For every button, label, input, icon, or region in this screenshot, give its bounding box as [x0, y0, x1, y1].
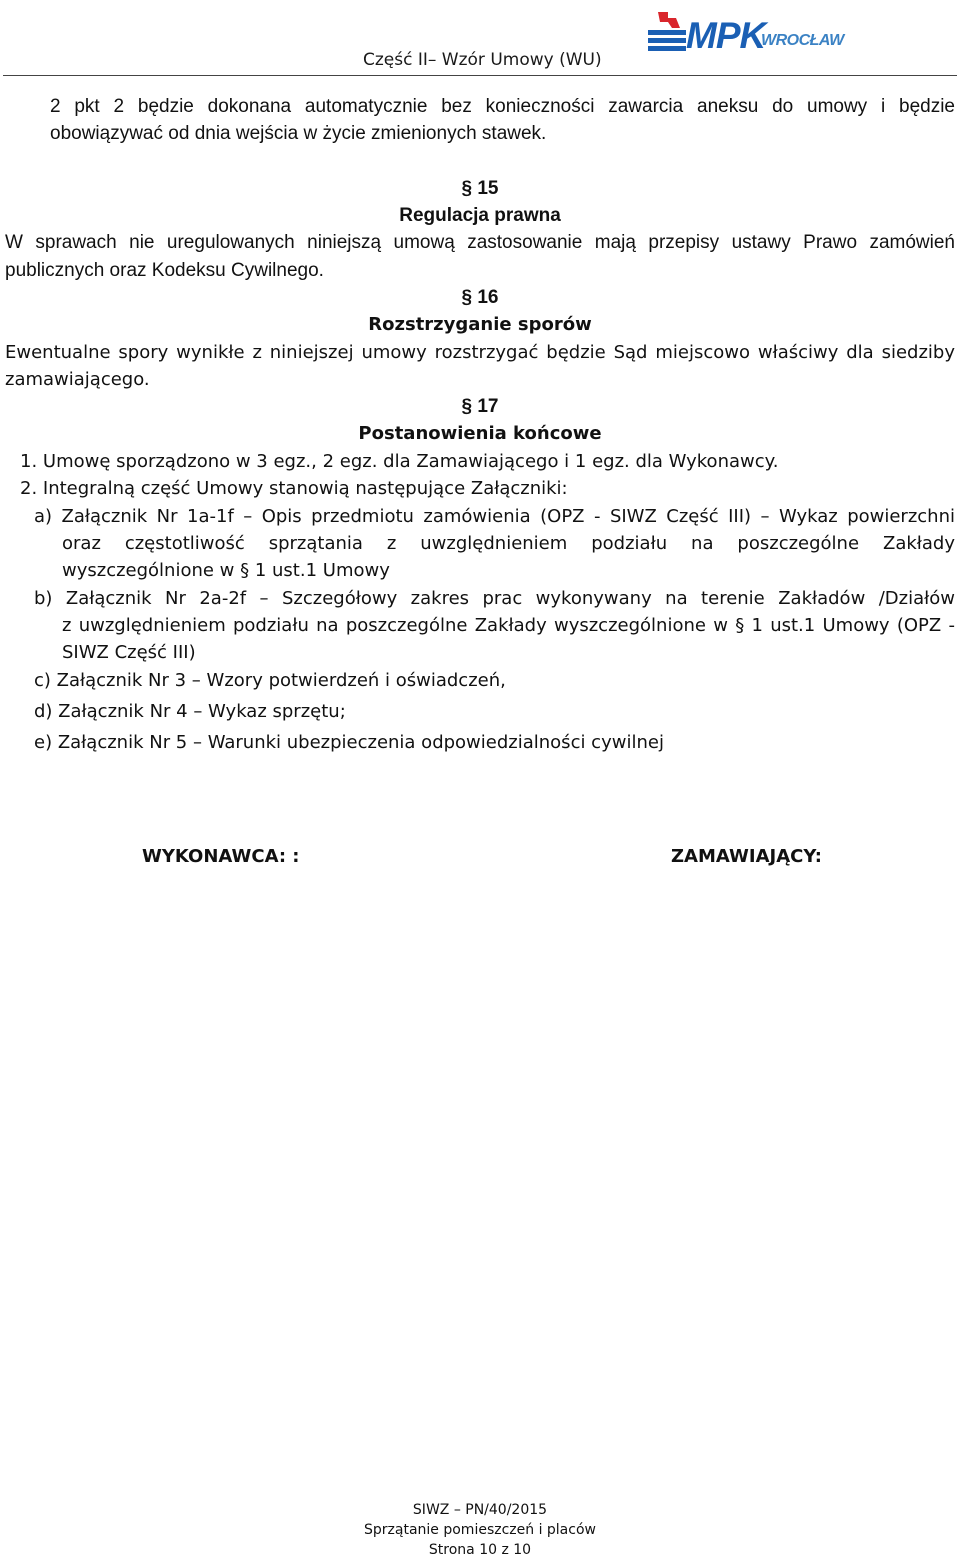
- attachment-b-line-2: z uwzględnieniem podziału na poszczególne Zakłady wyszczególnione w § 1 ust.1 Umowy (OPZ -: [62, 615, 955, 636]
- signature-contractor: WYKONAWCA: :: [142, 846, 300, 867]
- logo-text: MPK: [686, 15, 766, 56]
- page-number: Strona 10 z 10: [428, 1542, 532, 1558]
- attachment-e: e) Załącznik Nr 5 – Warunki ubezpieczenia odpowiedzialności cywilnej: [34, 732, 664, 753]
- section-17-number: § 17: [461, 396, 499, 417]
- section-15-line-2: publicznych oraz Kodeksu Cywilnego.: [5, 260, 324, 281]
- header-title: Część II– Wzór Umowy (WU): [363, 50, 602, 70]
- signature-client: ZAMAWIAJĄCY:: [671, 846, 823, 867]
- section-17-item-1: 1. Umowę sporządzono w 3 egz., 2 egz. dla Zamawiającego i 1 egz. dla Wykonawcy.: [20, 451, 779, 472]
- attachment-a-line-3: wyszczególnione w § 1 ust.1 Umowy: [62, 560, 390, 581]
- attachment-a-line-1: a) Załącznik Nr 1a-1f – Opis przedmiotu zamówienia (OPZ - SIWZ Część III) – Wykaz powierzchni: [34, 506, 955, 527]
- footer-line-2: Sprzątanie pomieszczeń i placów: [364, 1522, 596, 1538]
- section-15-number: § 15: [461, 178, 499, 199]
- attachment-a-line-2: oraz częstotliwość sprzątania z uwzględnieniem podziału na poszczególne Zakłady: [62, 533, 955, 554]
- footer-line-1: SIWZ – PN/40/2015: [412, 1502, 548, 1518]
- mpk-wroclaw-logo: [646, 8, 844, 58]
- attachment-c: c) Załącznik Nr 3 – Wzory potwierdzeń i oświadczeń,: [34, 670, 506, 691]
- section-16-line-1: Ewentualne spory wynikłe z niniejszej umowy rozstrzygać będzie Sąd miejscowo właściwy dla siedziby: [5, 342, 955, 363]
- section-15-heading: Regulacja prawna: [399, 205, 561, 226]
- attachment-b-line-1: b) Załącznik Nr 2a-2f – Szczegółowy zakres prac wykonywany na terenie Zakładów /Działów: [34, 588, 955, 609]
- attachment-d: d) Załącznik Nr 4 – Wykaz sprzętu;: [34, 701, 346, 722]
- header-divider: [3, 75, 957, 76]
- section-17-item-2: 2. Integralną część Umowy stanowią następujące Załączniki:: [20, 478, 568, 499]
- section-17-heading: Postanowienia końcowe: [358, 423, 602, 444]
- section-15-line-1: W sprawach nie uregulowanych niniejszą umową zastosowanie mają przepisy ustawy Prawo zamówień: [5, 232, 955, 253]
- logo-subtext: WROCŁAW: [761, 32, 844, 49]
- section-16-number: § 16: [461, 287, 499, 308]
- intro-line-2: obowiązywać od dnia wejścia w życie zmienionych stawek.: [50, 123, 547, 144]
- intro-line-1: 2 pkt 2 będzie dokonana automatycznie bez konieczności zawarcia aneksu do umowy i będzie: [50, 96, 955, 117]
- attachment-b-line-3: SIWZ Część III): [62, 642, 196, 663]
- mpk-logo-icon: [646, 8, 688, 56]
- section-16-line-2: zamawiającego.: [5, 369, 150, 390]
- section-16-heading: Rozstrzyganie sporów: [368, 314, 592, 335]
